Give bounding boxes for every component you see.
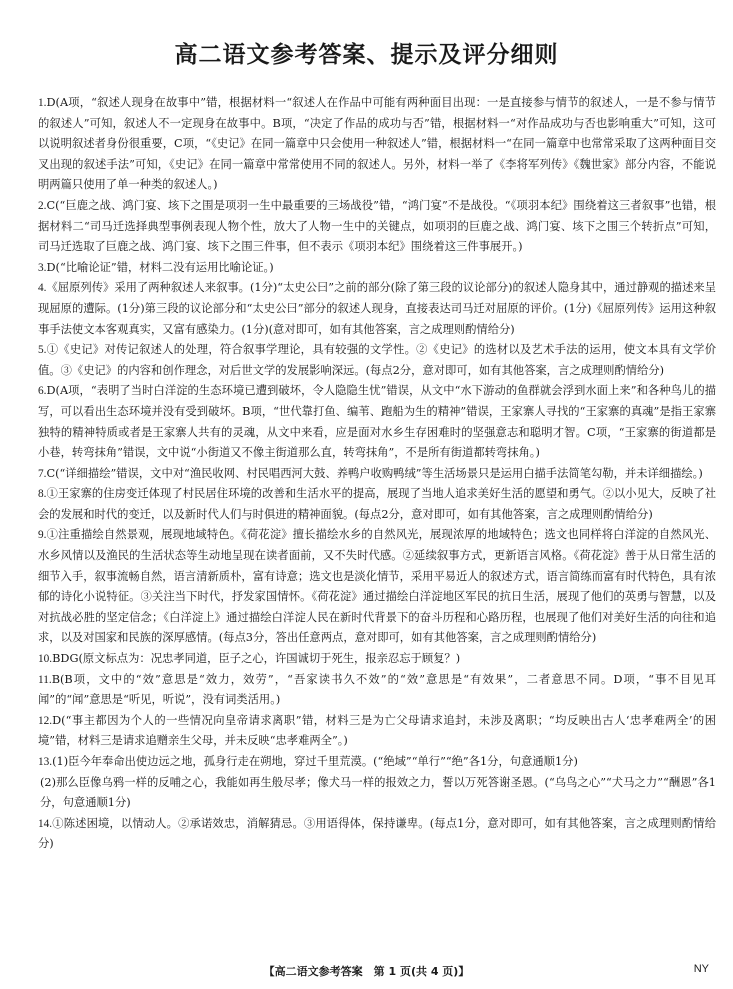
item-text: D(“比喻论证”错，材料二没有运用比喻论证。) [46,260,274,274]
footer-code: NY [693,963,709,975]
answer-item-12 [30,711,716,752]
answer-item-10 [30,649,716,670]
page-footer: 【高二语文参考答案 第 1 页(共 4 页)】 [263,965,470,978]
answer-list [30,93,716,855]
answer-item-4 [30,278,716,340]
item-text: B(B项，文中的“效”意思是“效力，效劳”，“吾家读书久不效”的“效”意思是“有效果”，二者意思不同。D项，“事不目见耳闻”的“闻”意思是“听见，听说”，没有词类活用。) [38,672,716,707]
item-number: 8. [38,488,47,501]
item-text: ①注重描绘自然景观，展现地域特色。《荷花淀》擅长描绘水乡的自然风光，展现浓厚的地域特色；选文也同样将白洋淀的自然风光、水乡风情以及渔民的生活状态等生动地呈现在读者面前，又不失时代感。②延续叙事方式，更新语言风格。《荷花淀》善于从日常生活的细节入手，叙事流畅自然，语言清新质朴，富有诗意；选文也是淡化情节，采用平易近人的叙述方式，语言简练而富有时代特色，具有浓郁的诗化小说特征。③关注当下时代，抒发家国情怀。《荷花淀》通过描绘白洋淀地区军民的抗日生活，展现了他们的英勇与智慧，以及对抗战必胜的坚定信念；《白洋淀上》通过描绘白洋淀人民在新时代背景下的奋斗历程和心路历程，也展现了他们对美好生活的向往和追求，以及对国家和民族的深厚感情。(每点3分，答出任意两点，意对即可，如有其他答案，言之成理则酌情给分) [38,528,716,645]
answer-item-11 [30,670,716,711]
answer-item-13 [30,752,716,773]
item-text: ①王家寨的住房变迁体现了村民居住环境的改善和生活水平的提高，展现了当地人追求美好生活的愿望和勇气。②以小见大，反映了社会的发展和时代的变迁，以及新时代人们与时俱进的精神面貌。(每点2分，意对即可，如有其他答案，言之成理则酌情给分) [38,487,716,521]
item-number: 3. [38,261,47,274]
answer-item-13-part-2 [30,773,716,814]
item-text: ①陈述困境，以情动人。②承诺效忠，消解猜忌。③用语得体，保持谦卑。(每点1分，意对即可，如有其他答案，言之成理则酌情给分) [38,816,716,851]
item-text: C(“详细描绘”错误，文中对“渔民收网、村民唱西河大鼓、养鸭户收购鸭绒”等生活场景只是运用白描手法简笔勾勒，并未详细描绘。) [46,466,703,480]
answer-item-7 [30,464,716,485]
answer-item-1 [30,93,716,196]
item-text: ①《史记》对传记叙述人的处理，符合叙事学理论，具有较强的文学性。②《史记》的选材以及艺术手法的运用，使文本具有文学价值。③《史记》的内容和创作理念，对后世文学的发展影响深远。(每点2分，意对即可，如有其他答案，言之成理则酌情给分) [38,343,716,377]
item-text: C(“巨鹿之战、鸿门宴、垓下之围是项羽一生中最重要的三场战役”错，“鸿门宴”不是战役。“《项羽本纪》围绕着这三者叙事”也错，根据材料二“司马迁选择典型事例表现人物个性，放大了人物一生中的关键点，如项羽的巨鹿之战、鸿门宴、垓下之围三个转折点”可知，司马迁选取了巨鹿之战、鸿门宴、垓下之围三件事，但不表示《项羽本纪》围绕着这三件事展开。) [38,198,716,254]
item-number: 9. [38,529,47,542]
item-text: (1)臣今年奉命出使边远之地，孤身行走在朔地，穿过千里荒漠。(“绝域”“单行”“绝”各1分，句意通顺1分) [52,755,578,768]
item-text: D(“事主都因为个人的一些情况向皇帝请求离职”错，材料三是为亡父母请求追封，未涉及离职；“均反映出古人‘忠孝难两全’的困境”错，材料三是请求追赠亲生父母，并未反映“忠孝难两全”。) [38,713,716,748]
item-text: BDG(原文标点为：况忠孝同道，臣子之心，许国诚切于死生，报亲忍忘于顾复？) [52,652,461,666]
answer-item-9 [30,525,716,649]
answer-item-14 [30,814,716,855]
item-number: 11. [38,673,52,686]
item-number: 7. [38,467,47,480]
answer-item-3 [30,258,716,279]
item-number: 6. [38,385,47,398]
item-number: 2. [38,199,47,212]
answer-item-2 [30,196,716,258]
item-number: 4. [38,282,47,295]
answer-item-5 [30,340,716,381]
answer-item-6 [30,381,716,463]
item-text: 《屈原列传》采用了两种叙述人来叙事。(1分)“太史公曰”之前的部分(除了第三段的议论部分)的叙述人隐身其中，通过静观的描述来呈现屈原的遭际。(1分)第三段的议论部分和“太史公曰”部分的叙述人现身，直接表达司马迁对屈原的评价。(1分)《屈原列传》运用这种叙事手法使文本客观真实，又富有感染力。(1分)(意对即可，如有其他答案，言之成理则酌情给分) [38,281,716,336]
item-number: 1. [38,97,47,109]
answer-item-8 [30,484,716,525]
item-text: D(A项，“表明了当时白洋淀的生态环境已遭到破坏，令人隐隐生忧”错误，从文中“水下游动的鱼群就会浮到水面上来”和各种鸟儿的描写，可以看出生态环境并没有受到破坏。B项，“世代靠打鱼、编苇、跑船为生的精神”错误，王家寨人寻找的“王家寨的真魂”是指王家寨独特的精神特质或者是王家寨人共有的灵魂，从文中来看，应是面对水乡生存困难时的坚强意志和聪明才智。C项，“王家寨的街道都是小巷，转弯抹角”错误，文中说“小街道又不像主街道那么直，转弯抹角”，不是所有街道都转弯抹角。) [38,384,716,460]
item-number: 12. [38,714,53,727]
item-number: 14. [38,817,53,830]
item-number: 10. [38,653,53,666]
item-number: 13. [38,756,53,768]
item-number: 5. [38,344,47,357]
page-title: 高二语文参考答案、提示及评分细则 [174,42,559,68]
item-text: (2)那么臣像乌鸦一样的反哺之心，我能如再生般尽孝；像犬马一样的报效之力，誓以万死答谢圣恩。(“乌鸟之心”“犬马之力”“酬恩”各1分，句意通顺1分) [40,775,716,810]
item-text: D(A项，“叙述人现身在故事中”错，根据材料一“叙述人在作品中可能有两种面目出现：一是直接参与情节的叙述人，一是不参与情节的叙述人”可知，叙述人不一定现身在故事中。B项，“决定了作品的成功与否”错，根据材料一“对作品成功与否也影响重大”可知，这可以说明叙述者身份很重要，C项，“《史记》在同一篇章中只会使用一种叙述人”错，根据材料一“在同一篇章中也常常采取了这两种面目交叉出现的叙述手法”可知，《史记》在同一篇章中常常使用不同的叙述人。另外，材料一举了《李将军列传》《魏世家》部分内容，不能说明两篇只使用了单一种类的叙述人。) [38,96,716,192]
